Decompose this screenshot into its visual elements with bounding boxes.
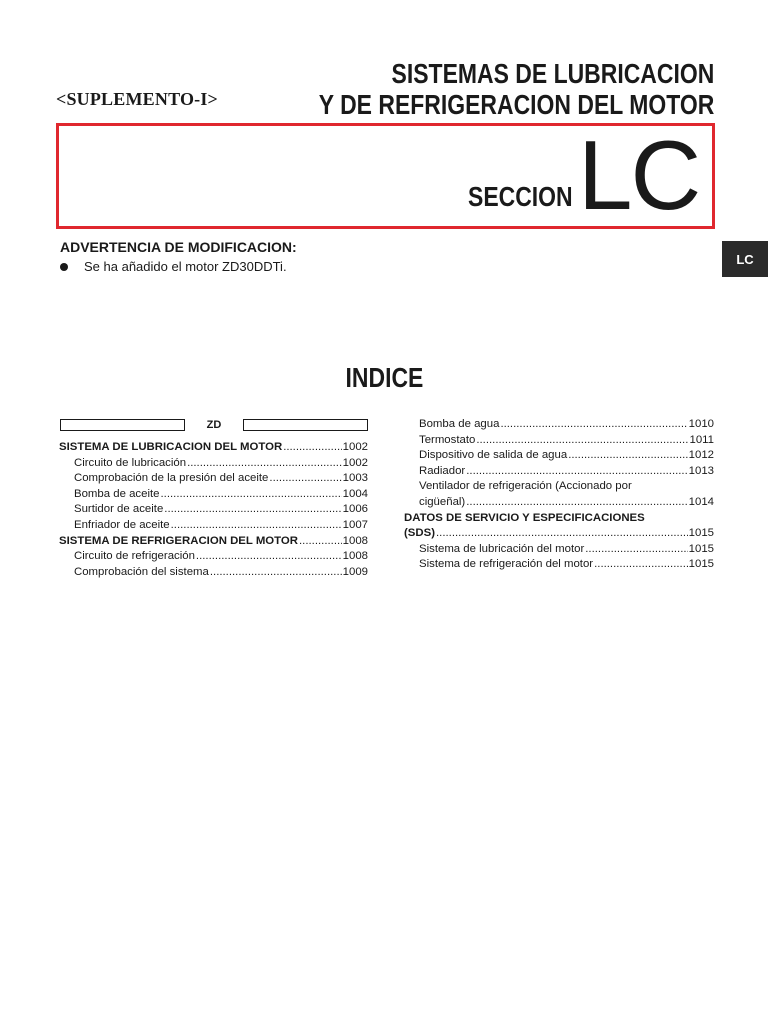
engine-divider [60, 418, 368, 432]
index-entry-line: Ventilador de refrigeración (Accionado por [419, 480, 632, 493]
index-entry[interactable] [59, 534, 368, 550]
index-entry-page: 1010 [688, 418, 714, 430]
dot-leader [269, 471, 341, 487]
dot-leader [568, 448, 687, 464]
index-entry-title: Enfriador de aceite [74, 518, 170, 531]
index-entry[interactable] [59, 456, 368, 472]
index-entry[interactable] [404, 464, 714, 480]
warning-item [60, 259, 287, 274]
index-entry-page: 1013 [688, 464, 714, 477]
index-entry-page: 1015 [688, 527, 714, 540]
dot-leader [283, 440, 341, 456]
engine-label: ZD [206, 419, 222, 431]
index-entry-page: 1004 [342, 487, 368, 500]
index-entry[interactable] [59, 565, 368, 581]
index-entry[interactable] [59, 471, 368, 487]
index-entry-title: Circuito de refrigeración [74, 550, 195, 563]
index-entry[interactable] [404, 557, 714, 573]
index-entry-page: 1006 [342, 503, 368, 516]
warning-title: ADVERTENCIA DE MODIFICACION: [60, 239, 297, 255]
index-entry[interactable] [59, 549, 368, 565]
index-entry-title: Radiador [419, 464, 466, 477]
section-word: SECCION [468, 181, 573, 212]
dot-leader [594, 557, 688, 573]
title-line-1: SISTEMAS DE LUBRICACION [391, 58, 714, 89]
supplement-label: <SUPLEMENTO-I> [56, 89, 219, 109]
index-entry[interactable] [59, 487, 368, 503]
dot-leader [196, 549, 342, 565]
section-code: LC [578, 120, 700, 230]
index-entry-page: 1002 [342, 456, 368, 469]
index-entry-page: 1008 [342, 534, 368, 547]
dot-leader [187, 456, 342, 472]
index-entry-title: Sistema de lubricación del motor [419, 542, 585, 555]
index-entry-line: DATOS DE SERVICIO Y ESPECIFICACIONES [404, 511, 645, 524]
warning-item-text: Se ha añadido el motor ZD30DDTi. [84, 259, 287, 274]
index-entry[interactable] [59, 518, 368, 534]
index-entry-title: Surtidor de aceite [74, 503, 164, 516]
dot-leader [436, 526, 688, 542]
index-entry-page: 1011 [689, 433, 714, 446]
bullet-icon [60, 263, 68, 271]
index-entry-page: 1012 [688, 449, 714, 462]
index-title-text: INDICE [345, 362, 423, 393]
index-entry-title: Termostato [419, 433, 476, 446]
section-tab[interactable]: LC [722, 241, 768, 277]
divider-box-right [243, 419, 368, 431]
index-entry-title: Sistema de refrigeración del motor [419, 558, 594, 571]
index-entry-title: Comprobación del sistema [74, 565, 209, 578]
index-entry-title: (SDS) [404, 527, 436, 540]
dot-leader [466, 495, 687, 511]
dot-leader [466, 464, 687, 480]
index-entry-page: 1015 [688, 558, 714, 571]
index-left-column [59, 440, 368, 580]
dot-leader [164, 502, 341, 518]
index-entry-page: 1007 [342, 518, 368, 531]
index-entry[interactable] [404, 448, 714, 464]
dot-leader [161, 487, 342, 503]
dot-leader [500, 417, 687, 433]
index-entry-title: Dispositivo de salida de agua [419, 449, 568, 462]
index-entry[interactable] [59, 440, 368, 456]
dot-leader [299, 534, 342, 550]
index-entry[interactable] [404, 433, 714, 449]
index-entry-title: cigüeñal) [419, 495, 466, 508]
divider-box-left [60, 419, 185, 431]
index-entry-title: Comprobación de la presión del aceite [74, 472, 269, 485]
index-entry-page: 1015 [688, 542, 714, 555]
index-entry[interactable] [404, 526, 714, 542]
index-entry-page: 1008 [342, 550, 368, 563]
index-entry-page: 1014 [688, 495, 714, 508]
index-entry-title: Bomba de agua [419, 418, 500, 430]
index-entry[interactable] [404, 542, 714, 558]
index-entry-title: Circuito de lubricación [74, 456, 187, 469]
index-entry-title: SISTEMA DE LUBRICACION DEL MOTOR [59, 441, 283, 453]
index-entry-page: 1003 [342, 472, 368, 485]
index-entry[interactable] [404, 495, 714, 511]
index-entry-title: SISTEMA DE REFRIGERACION DEL MOTOR [59, 534, 299, 547]
page-title [319, 58, 714, 120]
index-right-column [404, 417, 714, 573]
dot-leader [210, 565, 342, 581]
index-entry[interactable] [59, 502, 368, 518]
dot-leader [476, 433, 688, 449]
dot-leader [585, 542, 687, 558]
index-entry-title: Bomba de aceite [74, 487, 160, 500]
title-line-2: Y DE REFRIGERACION DEL MOTOR [318, 89, 714, 120]
index-entry[interactable] [404, 417, 714, 433]
index-entry-page: 1009 [342, 565, 368, 578]
index-entry-page: 1002 [342, 441, 368, 453]
dot-leader [171, 518, 342, 534]
index-title [0, 362, 768, 394]
